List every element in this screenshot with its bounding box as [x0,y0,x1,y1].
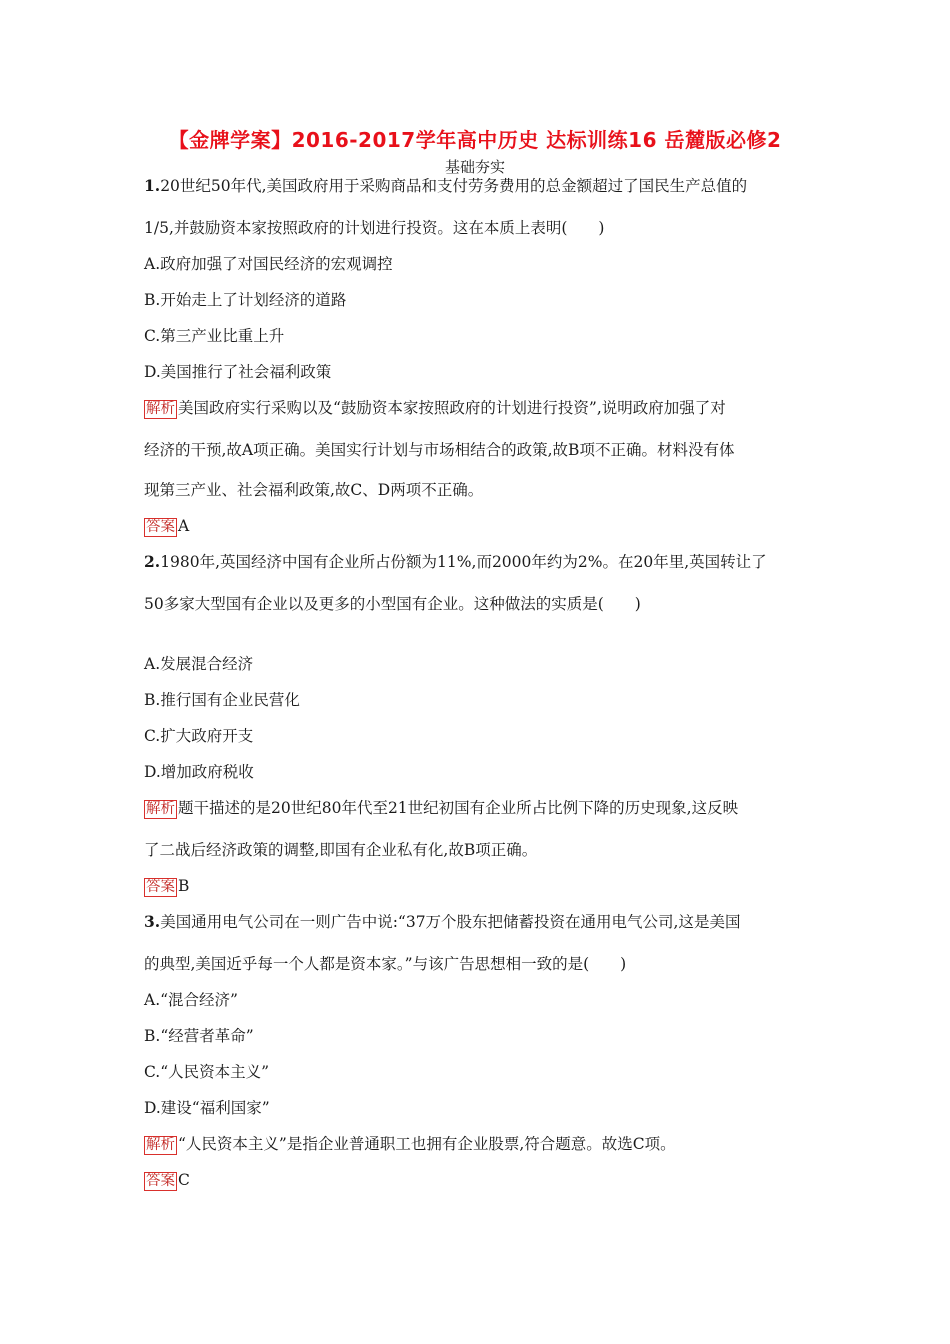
question-1-stem-line-2: 1/5,并鼓励资本家按照政府的计划进行投资。这在本质上表明( ) [144,219,605,237]
question-1-option-b: B.开始走上了计划经济的道路 [144,291,347,309]
question-2-option-b: B.推行国有企业民营化 [144,691,300,709]
question-2-option-d: D.增加政府税收 [144,763,254,781]
question-1-number: 1. [144,176,161,195]
question-2-analysis-line-1: 解析 题干描述的是20世纪80年代至21世纪初国有企业所占比例下降的历史现象,这反映 [146,799,739,817]
question-3-option-d: D.建设“福利国家” [144,1099,270,1117]
question-1-option-a: A.政府加强了对国民经济的宏观调控 [144,255,393,273]
question-3-stem-line-2: 的典型,美国近乎每一个人都是资本家。”与该广告思想相一致的是( ) [144,955,627,973]
question-1-analysis-line-2: 经济的干预,故A项正确。美国实行计划与市场相结合的政策,故B项不正确。材料没有体 [144,441,735,459]
question-2-number: 2. [144,552,161,571]
question-2-stem-line-1: 2.1980年,英国经济中国有企业所占份额为11%,而2000年约为2%。在20年里,英国转让了 [144,552,767,571]
question-3-stem-line-1: 3.美国通用电气公司在一则广告中说:“37万个股东把储蓄投资在通用电气公司,这是美国 [144,912,741,931]
analysis-tag: 解析 [146,801,175,817]
question-3-option-b: B.“经营者革命” [144,1027,254,1045]
question-3-option-c: C.“人民资本主义” [144,1063,270,1081]
question-2-stem-line-2: 50多家大型国有企业以及更多的小型国有企业。这种做法的实质是( ) [144,595,641,613]
question-3-answer: 答案 C [146,1171,190,1189]
answer-tag: 答案 [146,519,175,535]
question-3-option-a: A.“混合经济” [144,991,238,1009]
question-1-answer: 答案 A [146,517,190,535]
question-3-number: 3. [144,912,161,931]
question-2-answer: 答案 B [146,877,190,895]
question-2-analysis-line-2: 了二战后经济政策的调整,即国有企业私有化,故B项正确。 [144,841,538,859]
question-1-analysis-line-1: 解析 美国政府实行采购以及“鼓励资本家按照政府的计划进行投资”,说明政府加强了对 [146,399,726,417]
question-2-option-a: A.发展混合经济 [144,655,254,673]
answer-tag: 答案 [146,879,175,895]
analysis-tag: 解析 [146,401,175,417]
document-title: 【金牌学案】2016-2017学年高中历史 达标训练16 岳麓版必修2 [168,128,782,152]
answer-tag: 答案 [146,1173,175,1189]
question-3-analysis-line-1: 解析 “人民资本主义”是指企业普通职工也拥有企业股票,符合题意。故选C项。 [146,1135,676,1153]
question-1-analysis-line-3: 现第三产业、社会福利政策,故C、D两项不正确。 [144,481,484,499]
question-1-stem-line-1: 1.20世纪50年代,美国政府用于采购商品和支付劳务费用的总金额超过了国民生产总值的 [144,176,748,195]
question-1-option-c: C.第三产业比重上升 [144,327,285,345]
question-2-option-c: C.扩大政府开支 [144,727,254,745]
analysis-tag: 解析 [146,1137,175,1153]
section-heading: 基础夯实 [444,158,505,176]
question-1-option-d: D.美国推行了社会福利政策 [144,363,332,381]
